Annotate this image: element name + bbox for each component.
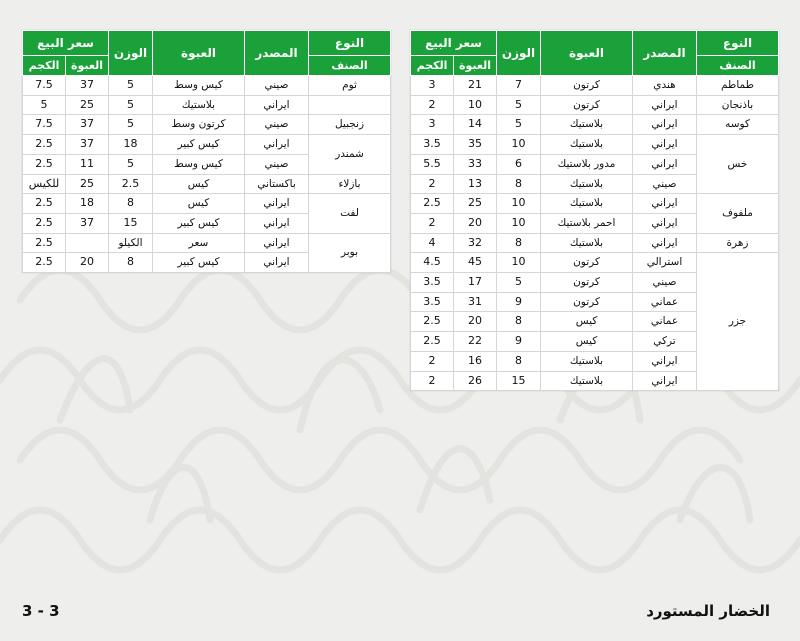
- header-variety: الصنف: [309, 56, 391, 76]
- weight-cell: 2.5: [109, 174, 153, 194]
- source-cell: ايراني: [633, 135, 697, 155]
- source-cell: استرالي: [633, 253, 697, 273]
- variety-cell: ثوم: [309, 76, 391, 96]
- variety-cell: شمندر: [309, 135, 391, 174]
- source-cell: باكستاني: [245, 174, 309, 194]
- package-cell: كيس كبير: [153, 253, 245, 273]
- variety-cell: بوبر: [309, 233, 391, 272]
- package-price-cell: 16: [454, 351, 497, 371]
- variety-cell: ملفوف: [697, 194, 779, 233]
- kg-price-cell: 7.5: [23, 76, 66, 96]
- package-cell: كيس وسط: [153, 154, 245, 174]
- header-price-package: العبوة: [454, 56, 497, 76]
- header-type: النوع: [697, 31, 779, 56]
- kg-price-cell: 2.5: [23, 154, 66, 174]
- kg-price-cell: 2.5: [411, 332, 454, 352]
- weight-cell: 6: [497, 154, 541, 174]
- kg-price-cell: 3.5: [411, 273, 454, 293]
- source-cell: ايراني: [633, 371, 697, 391]
- kg-price-cell: 3: [411, 115, 454, 135]
- weight-cell: 5: [109, 95, 153, 115]
- header-price-kg: الكجم: [411, 56, 454, 76]
- header-price-kg: الكجم: [23, 56, 66, 76]
- kg-price-cell: 2.5: [23, 135, 66, 155]
- package-cell: كيس كبير: [153, 213, 245, 233]
- weight-cell: 5: [109, 76, 153, 96]
- kg-price-cell: 2: [411, 213, 454, 233]
- header-source: المصدر: [245, 31, 309, 76]
- package-price-cell: 25: [66, 95, 109, 115]
- weight-cell: 8: [109, 194, 153, 214]
- package-cell: كيس: [541, 312, 633, 332]
- kg-price-cell: 4: [411, 233, 454, 253]
- header-price-package: العبوة: [66, 56, 109, 76]
- weight-cell: 8: [497, 174, 541, 194]
- weight-cell: 7: [497, 76, 541, 96]
- header-variety: الصنف: [697, 56, 779, 76]
- header-type: النوع: [309, 31, 391, 56]
- package-cell: احمر بلاستيك: [541, 213, 633, 233]
- source-cell: ايراني: [245, 213, 309, 233]
- weight-cell: 18: [109, 135, 153, 155]
- package-price-cell: 17: [454, 273, 497, 293]
- package-cell: كيس وسط: [153, 76, 245, 96]
- package-cell: كيس: [153, 194, 245, 214]
- source-cell: صيني: [245, 154, 309, 174]
- page-title: الخضار المستورد: [646, 602, 770, 620]
- weight-cell: 9: [497, 332, 541, 352]
- table-row: [23, 76, 391, 96]
- package-price-cell: 32: [454, 233, 497, 253]
- weight-cell: 8: [497, 312, 541, 332]
- table-row: [411, 135, 779, 155]
- package-cell: بلاستيك: [541, 135, 633, 155]
- source-cell: ايراني: [245, 233, 309, 253]
- weight-cell: 5: [497, 95, 541, 115]
- kg-price-cell: 2: [411, 371, 454, 391]
- source-cell: ايراني: [633, 154, 697, 174]
- package-price-cell: 20: [454, 213, 497, 233]
- source-cell: صيني: [633, 174, 697, 194]
- weight-cell: 5: [497, 115, 541, 135]
- source-cell: صيني: [245, 115, 309, 135]
- table-row: [411, 233, 779, 253]
- package-cell: كرتون: [541, 253, 633, 273]
- package-cell: بلاستيك: [541, 194, 633, 214]
- package-price-cell: 31: [454, 292, 497, 312]
- variety-cell: جزر: [697, 253, 779, 391]
- kg-price-cell: 5.5: [411, 154, 454, 174]
- package-price-cell: 25: [454, 194, 497, 214]
- weight-cell: 15: [497, 371, 541, 391]
- kg-price-cell: 2.5: [23, 253, 66, 273]
- kg-price-cell: 2.5: [411, 312, 454, 332]
- source-cell: ايراني: [245, 253, 309, 273]
- kg-price-cell: 3.5: [411, 135, 454, 155]
- package-price-cell: 37: [66, 115, 109, 135]
- source-cell: هندي: [633, 76, 697, 96]
- variety-cell: باذنجان: [697, 95, 779, 115]
- source-cell: ايراني: [633, 213, 697, 233]
- weight-cell: 5: [109, 154, 153, 174]
- package-cell: كرتون: [541, 76, 633, 96]
- kg-price-cell: 3: [411, 76, 454, 96]
- table-row: [23, 95, 391, 115]
- weight-cell: 10: [497, 194, 541, 214]
- package-price-cell: 20: [454, 312, 497, 332]
- left-price-table: [22, 30, 391, 273]
- kg-price-cell: 3.5: [411, 292, 454, 312]
- package-cell: بلاستيك: [541, 351, 633, 371]
- package-price-cell: 26: [454, 371, 497, 391]
- package-cell: بلاستيك: [541, 115, 633, 135]
- source-cell: ايراني: [245, 194, 309, 214]
- kg-price-cell: 2.5: [23, 233, 66, 253]
- table-row: [411, 115, 779, 135]
- source-cell: تركي: [633, 332, 697, 352]
- source-cell: عماني: [633, 292, 697, 312]
- variety-cell: خس: [697, 135, 779, 194]
- table-row: [23, 135, 391, 155]
- weight-cell: 10: [497, 253, 541, 273]
- weight-cell: 5: [109, 115, 153, 135]
- weight-cell: 8: [497, 351, 541, 371]
- package-cell: بلاستيك: [541, 371, 633, 391]
- variety-cell: طماطم: [697, 76, 779, 96]
- table-row: [411, 253, 779, 273]
- package-cell: مدور بلاستيك: [541, 154, 633, 174]
- kg-price-cell: 2: [411, 174, 454, 194]
- kg-price-cell: 2.5: [411, 194, 454, 214]
- package-cell: كيس كبير: [153, 135, 245, 155]
- table-row: [23, 194, 391, 214]
- package-price-cell: 10: [454, 95, 497, 115]
- table-row: [411, 76, 779, 96]
- package-price-cell: 21: [454, 76, 497, 96]
- source-cell: ايراني: [633, 351, 697, 371]
- header-weight: الوزن: [497, 31, 541, 76]
- kg-price-cell: 2: [411, 351, 454, 371]
- package-price-cell: 14: [454, 115, 497, 135]
- header-source: المصدر: [633, 31, 697, 76]
- package-cell: كرتون: [541, 273, 633, 293]
- kg-price-cell: 4.5: [411, 253, 454, 273]
- source-cell: صيني: [245, 76, 309, 96]
- package-price-cell: 18: [66, 194, 109, 214]
- package-price-cell: 45: [454, 253, 497, 273]
- package-price-cell: 37: [66, 213, 109, 233]
- weight-cell: 10: [497, 213, 541, 233]
- package-price-cell: 11: [66, 154, 109, 174]
- variety-cell: [309, 95, 391, 115]
- table-row: [23, 233, 391, 253]
- source-cell: ايراني: [245, 95, 309, 115]
- weight-cell: 10: [497, 135, 541, 155]
- package-price-cell: 33: [454, 154, 497, 174]
- source-cell: ايراني: [633, 233, 697, 253]
- variety-cell: زهرة: [697, 233, 779, 253]
- weight-cell: 9: [497, 292, 541, 312]
- variety-cell: زنجبيل: [309, 115, 391, 135]
- weight-cell: الكيلو: [109, 233, 153, 253]
- package-price-cell: 35: [454, 135, 497, 155]
- package-price-cell: 25: [66, 174, 109, 194]
- kg-price-cell: 7.5: [23, 115, 66, 135]
- source-cell: ايراني: [245, 135, 309, 155]
- source-cell: عماني: [633, 312, 697, 332]
- table-row: [411, 194, 779, 214]
- package-cell: كرتون: [541, 95, 633, 115]
- kg-price-cell: 2.5: [23, 213, 66, 233]
- kg-price-cell: 2.5: [23, 194, 66, 214]
- package-cell: سعر: [153, 233, 245, 253]
- package-cell: كيس: [153, 174, 245, 194]
- source-cell: صيني: [633, 273, 697, 293]
- header-package: العبوة: [541, 31, 633, 76]
- package-cell: كرتون: [541, 292, 633, 312]
- weight-cell: 8: [497, 233, 541, 253]
- header-weight: الوزن: [109, 31, 153, 76]
- package-cell: كرتون وسط: [153, 115, 245, 135]
- kg-price-cell: 2: [411, 95, 454, 115]
- package-price-cell: 13: [454, 174, 497, 194]
- package-cell: بلاستيك: [541, 233, 633, 253]
- header-package: العبوة: [153, 31, 245, 76]
- table-row: [411, 95, 779, 115]
- page-number: 3 - 3: [22, 602, 60, 620]
- package-price-cell: [66, 233, 109, 253]
- kg-price-cell: للكيس: [23, 174, 66, 194]
- table-row: [23, 115, 391, 135]
- variety-cell: لفت: [309, 194, 391, 233]
- source-cell: ايراني: [633, 95, 697, 115]
- kg-price-cell: 5: [23, 95, 66, 115]
- package-price-cell: 37: [66, 135, 109, 155]
- weight-cell: 8: [109, 253, 153, 273]
- package-price-cell: 20: [66, 253, 109, 273]
- package-price-cell: 37: [66, 76, 109, 96]
- right-price-table: [410, 30, 779, 391]
- weight-cell: 15: [109, 213, 153, 233]
- table-row: [23, 174, 391, 194]
- variety-cell: بازلاء: [309, 174, 391, 194]
- header-price: سعر البيع: [411, 31, 497, 56]
- package-cell: بلاستيك: [541, 174, 633, 194]
- source-cell: ايراني: [633, 115, 697, 135]
- package-price-cell: 22: [454, 332, 497, 352]
- variety-cell: كوسه: [697, 115, 779, 135]
- package-cell: بلاستيك: [153, 95, 245, 115]
- package-cell: كيس: [541, 332, 633, 352]
- header-price: سعر البيع: [23, 31, 109, 56]
- source-cell: ايراني: [633, 194, 697, 214]
- weight-cell: 5: [497, 273, 541, 293]
